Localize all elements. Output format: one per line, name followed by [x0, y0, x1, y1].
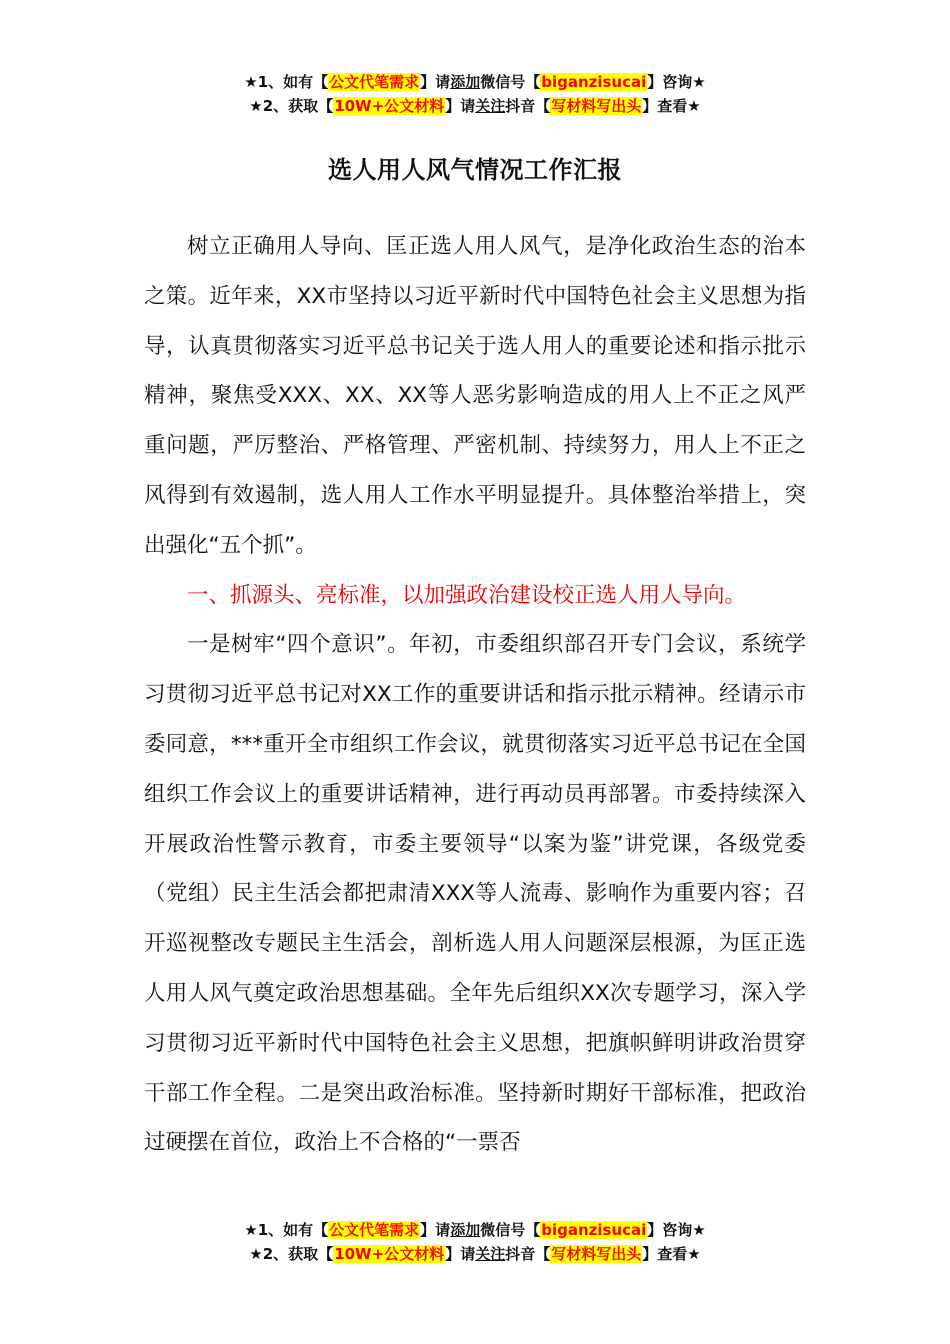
- banner-highlight-wechat: biganzisucai: [541, 73, 647, 91]
- banner-highlight-wechat: biganzisucai: [541, 1221, 647, 1239]
- banner-text: 抖音【: [505, 97, 551, 115]
- banner-text: ★2、获取【: [249, 97, 334, 115]
- banner-text: ★1、如有【: [244, 1221, 329, 1239]
- banner-line-2: [0, 1242, 950, 1266]
- banner-text: 】查看★: [642, 97, 701, 115]
- banner-text: 】请: [445, 1245, 476, 1263]
- footer-banner: [0, 1218, 950, 1266]
- banner-text: 】咨询★: [647, 73, 706, 91]
- banner-text: 微信号【: [480, 1221, 541, 1239]
- banner-line-1: [0, 1218, 950, 1242]
- banner-line-1: [0, 70, 950, 94]
- banner-text: 】查看★: [642, 1245, 701, 1263]
- paragraph-section-1: 一是树牢“四个意识”。年初，市委组织部召开专门会议，系统学习贯彻习近平总书记对XX工作的重要讲话和指示批示精神。经请示市委同意，***重开全市组织工作会议，就贯彻落实习近平总书记在全国组织工作会议上的重要讲话精神，进行再动员再部署。市委持续深入开展政治性警示教育，市委主要领导“以案为鉴”讲党课，各级党委（党组）民主生活会都把肃清XXX等人流毒、影响作为重要内容；召开巡视整改专题民主生活会，剖析选人用人问题深层根源，为匡正选人用人风气奠定政治思想基础。全年先后组织XX次专题学习，深入学习贯彻习近平新时代中国特色社会主义思想，把旗帜鲜明讲政治贯穿干部工作全程。二是突出政治标准。坚持新时期好干部标准，把政治过硬摆在首位，政治上不合格的“一票否: [144, 632, 806, 1156]
- banner-line-2: [0, 94, 950, 118]
- banner-highlight: 10W+公文材料: [334, 1245, 445, 1263]
- banner-underline: 关注: [475, 97, 506, 115]
- banner-highlight-douyin: 写材料写出头: [551, 1245, 642, 1263]
- banner-highlight-douyin: 写材料写出头: [551, 97, 642, 115]
- banner-text: 】请: [445, 97, 476, 115]
- header-banner: [0, 70, 950, 118]
- banner-text: 】咨询★: [647, 1221, 706, 1239]
- banner-highlight: 公文代笔需求: [329, 1221, 420, 1239]
- section-heading-1: 一、抓源头、亮标准，以加强政治建设校正选人用人导向。: [187, 582, 747, 608]
- banner-text: ★2、获取【: [249, 1245, 334, 1263]
- document-body: [144, 222, 806, 1168]
- banner-underline: 关注: [475, 1245, 506, 1263]
- banner-text: ★1、如有【: [244, 73, 329, 91]
- banner-text: 抖音【: [505, 1245, 551, 1263]
- banner-text: 微信号【: [480, 73, 541, 91]
- banner-underline: 添加: [450, 1221, 481, 1239]
- document-title: 选人用人风气情况工作汇报: [328, 156, 622, 184]
- paragraph-intro: 树立正确用人导向、匡正选人用人风气，是净化政治生态的治本之策。近年来，XX市坚持以习近平新时代中国特色社会主义思想为指导，认真贯彻落实习近平总书记关于选人用人的重要论述和指示批示精神，聚焦受XXX、XX、XX等人恶劣影响造成的用人上不正之风严重问题，严厉整治、严格管理、严密机制、持续努力，用人上不正之风得到有效遏制，选人用人工作水平明显提升。具体整治举措上，突出强化“五个抓”。: [144, 234, 806, 558]
- banner-text: 】请: [420, 1221, 451, 1239]
- banner-text: 】请: [420, 73, 451, 91]
- banner-highlight: 公文代笔需求: [329, 73, 420, 91]
- banner-underline: 添加: [450, 73, 481, 91]
- banner-highlight: 10W+公文材料: [334, 97, 445, 115]
